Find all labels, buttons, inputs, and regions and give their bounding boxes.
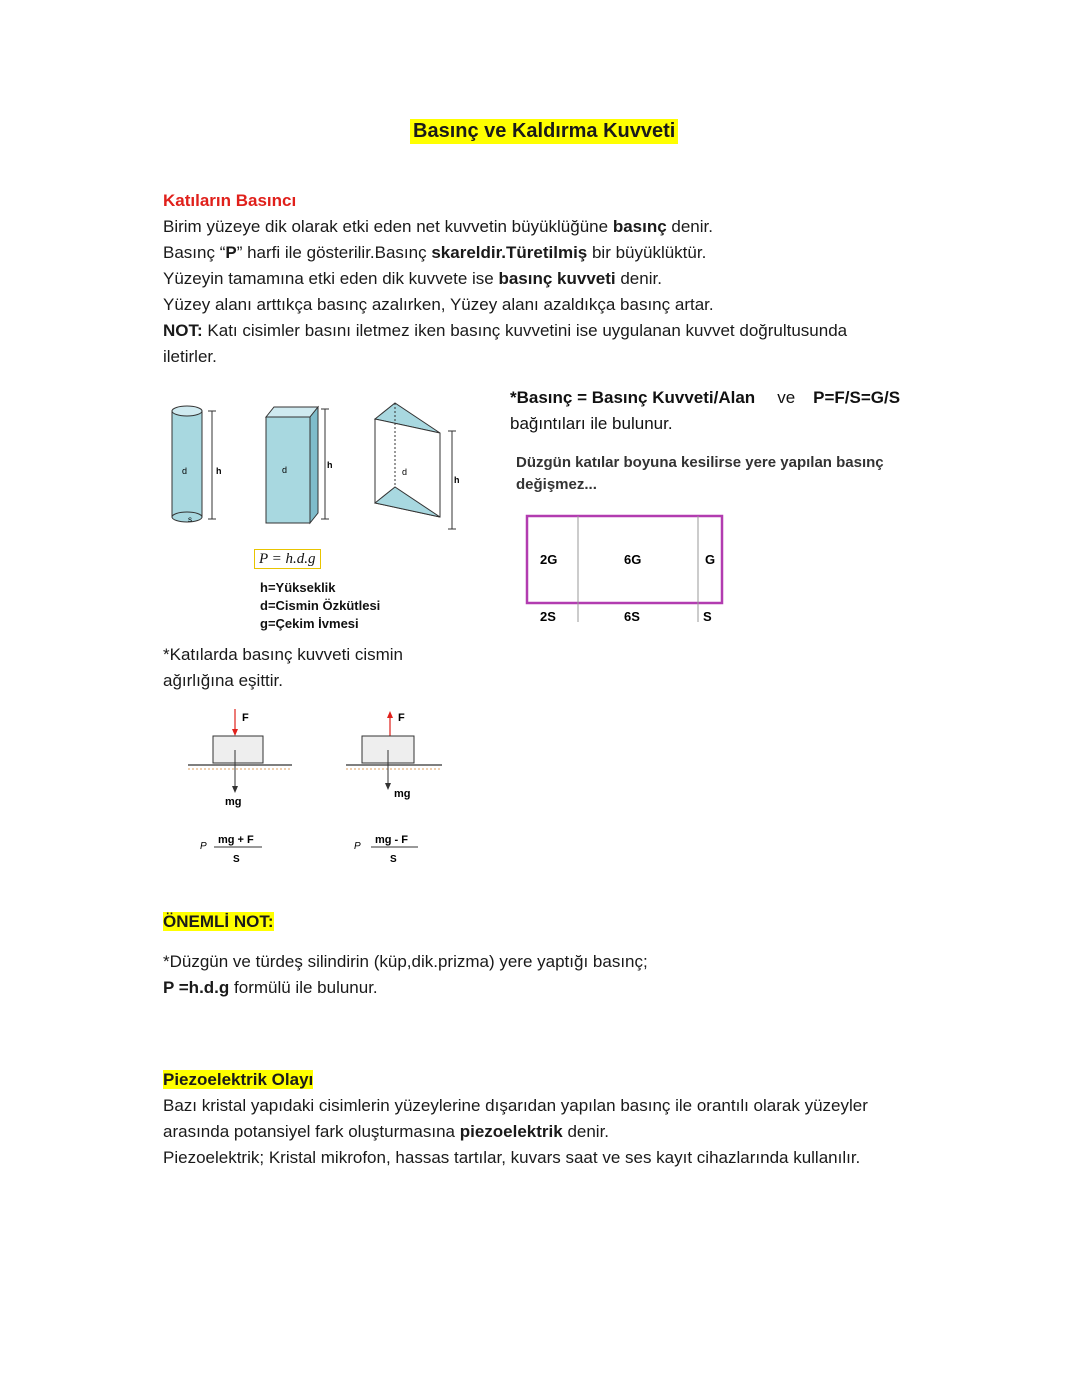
tri-h-label: h [454, 475, 460, 485]
force-f-left: F [242, 712, 249, 724]
page-title: Basınç ve Kaldırma Kuvveti [410, 119, 678, 144]
num-left: mg + F [218, 834, 254, 846]
triangular-prism-shape [375, 403, 460, 529]
weight-note: *Katılarda basınç kuvveti cismin ağırlığına eşittir. [163, 645, 403, 690]
prism-shape [266, 407, 333, 523]
den-left: S [233, 854, 240, 865]
section-solids [163, 188, 847, 370]
solids-line-2: Basınç “P” harfi ile gösterilir.Basınç skareldir.Türetilmiş bir büyüklüktür. [163, 243, 707, 262]
force-f-right: F [398, 712, 405, 724]
box-g: G [705, 552, 716, 567]
force-diagrams [180, 705, 460, 875]
den-right: S [390, 854, 397, 865]
def-d: d=Cismin Özkütlesi [260, 598, 381, 613]
mg-left: mg [225, 796, 242, 808]
box-6s: 6S [624, 609, 640, 624]
solids-shapes-diagram [160, 395, 480, 535]
relation-text: *Basınç = Basınç Kuvveti/Alan ve P=F/S=G/S bağıntıları ile bulunur. [510, 388, 901, 433]
mg-right: mg [394, 788, 411, 800]
cut-box-diagram [520, 510, 730, 630]
force-diagram-up [346, 711, 442, 865]
piezo-line-2: arasında potansiyel fark oluşturmasına piezoelektrik denir. [163, 1122, 610, 1141]
force-diagram-down [188, 709, 292, 865]
solids-note-cont: iletirler. [163, 347, 217, 366]
prism-d-label: d [282, 465, 288, 475]
solids-line-3: Yüzeyin tamamına etki eden dik kuvvete ise basınç kuvveti denir. [163, 269, 662, 288]
heading-solids: Katıların Basıncı [163, 191, 297, 210]
important-heading: ÖNEMLİ NOT: [163, 912, 274, 931]
box-6g: 6G [624, 552, 642, 567]
heading-piezo: Piezoelektrik Olayı [163, 1070, 314, 1089]
cut-note: Düzgün katılar boyuna kesilirse yere yapılan basınç değişmez... [516, 454, 884, 493]
box-2s: 2S [540, 609, 556, 624]
tri-d-label: d [402, 467, 408, 477]
cyl-s-label: s [188, 515, 192, 524]
section-piezo [163, 1067, 868, 1171]
solids-line-1: Birim yüzeye dik olarak etki eden net kuvvetin büyüklüğüne basınç denir. [163, 217, 713, 236]
p-right: P [354, 841, 361, 852]
box-s: S [703, 609, 712, 624]
cyl-h-label: h [216, 466, 222, 476]
def-g: g=Çekim İvmesi [260, 616, 359, 631]
formula-definitions [260, 579, 380, 633]
piezo-line-3: Piezoelektrik; Kristal mikrofon, hassas tartılar, kuvars saat ve ses kayıt cihazlarında kullanılır. [163, 1148, 861, 1167]
p-left: P [200, 841, 207, 852]
solids-line-4: Yüzey alanı arttıkça basınç azalırken, Yüzey alanı azaldıkça basınç artar. [163, 295, 714, 314]
num-right: mg - F [375, 834, 408, 846]
cylinder-shape [172, 406, 222, 524]
cyl-d-label: d [182, 466, 188, 476]
box-2g: 2G [540, 552, 558, 567]
hdg-formula-box: P = h.d.g [254, 550, 321, 568]
def-h: h=Yükseklik [260, 580, 336, 595]
piezo-line-1: Bazı kristal yapıdaki cisimlerin yüzeylerine dışarıdan yapılan basınç ile orantılı olarak yüzeyler [163, 1096, 868, 1115]
solids-note: NOT: Katı cisimler basını iletmez iken basınç kuvvetini ise uygulanan kuvvet doğrultusunda [163, 321, 848, 340]
important-body: *Düzgün ve türdeş silindirin (küp,dik.prizma) yere yaptığı basınç; P =h.d.g formülü ile bulunur. [163, 952, 648, 997]
prism-h-label: h [327, 460, 333, 470]
